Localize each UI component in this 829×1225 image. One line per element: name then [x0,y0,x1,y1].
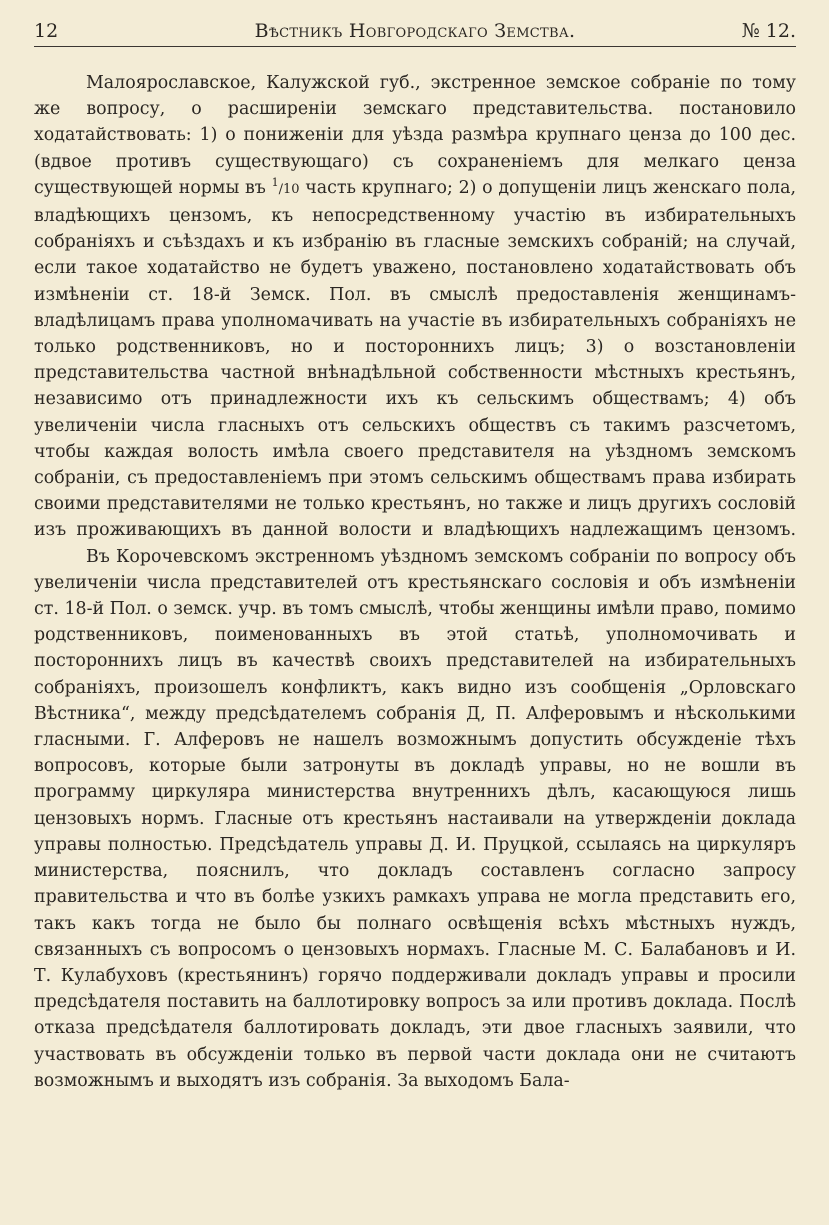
paragraph-maloyaroslavets [34,70,796,544]
header-rule [34,46,796,47]
fraction-numerator: 1 [271,176,279,190]
paragraph-text-continued: часть крупнаго; 2) о допущеніи лицъ женскаго пола, владѣющихъ цензомъ, къ непосредственному участію въ избирательныхъ собраніяхъ и съѣздахъ и къ избранію въ гласные земскихъ собраній; на случай, если такое ходатайство не будетъ уважено, постановлено ходатайствовать объ измѣненіи ст. 18-й Земск. Пол. въ смыслѣ предоставленія женщинамъ-владѣлицамъ права уполномачивать на участіе въ избирательныхъ собраніяхъ не только родственниковъ, но и постороннихъ лицъ; 3) о возстановленіи представительства частной внѣнадѣльной собственности мѣстныхъ крестьянъ, независимо отъ принадлежности ихъ къ сельскимъ обществамъ; 4) объ увеличеніи числа гласныхъ отъ сельскихъ обществъ съ такимъ разсчетомъ, чтобы каждая волость имѣла своего представителя на уѣздномъ земскомъ собраніи, съ предоставленіемъ при этомъ сельскимъ обществамъ права избирать своими представителями не только крестьянъ, но также и лицъ другихъ сословій изъ проживающихъ въ данной волости и владѣющихъ надлежащимъ цензомъ. [34,177,796,541]
fraction-denominator: /10 [278,181,300,197]
page-number: 12 [34,20,59,42]
paragraph-korocha: Въ Корочевскомъ экстренномъ уѣздномъ земскомъ собраніи по вопросу объ увеличеніи числа представителей отъ крестьянскаго сословія и объ измѣненіи ст. 18-й Пол. о земск. учр. въ томъ смыслѣ, чтобы женщины имѣли право, помимо родственниковъ, поименованныхъ въ этой статьѣ, уполномочивать и постороннихъ лицъ въ качествѣ своихъ представителей на избирательныхъ собраніяхъ, произошелъ конфликтъ, какъ видно изъ сообщенія „Орловскаго Вѣстника“, между предсѣдателемъ собранія Д, П. Алферовымъ и нѣсколькими гласными. Г. Алферовъ не нашелъ возможнымъ допустить обсужденіе тѣхъ вопросовъ, которые были затронуты въ докладѣ управы, но не вошли въ программу циркуляра министерства внутреннихъ дѣлъ, касающуюся лишь цензовыхъ нормъ. Гласные отъ крестьянъ настаивали на утвержденіи доклада управы полностью. Предсѣдатель управы Д. И. Пруцкой, ссылаясь на циркуляръ министерства, пояснилъ, что докладъ составленъ согласно запросу правительства и что въ болѣе узкихъ рамкахъ управа не могла представить его, такъ какъ тогда не было бы полнаго освѣщенія всѣхъ мѣстныхъ нуждъ, связанныхъ съ вопросомъ о цензовыхъ нормахъ. Гласные М. С. Балабановъ и И. Т. Кулабуховъ (крестьянинъ) горячо поддерживали докладъ управы и просили предсѣдателя поставить на баллотировку вопросъ за или противъ доклада. Послѣ отказа предсѣдателя баллотировать докладъ, эти двое гласныхъ заявили, что участвовать въ обсужденіи только въ первой части доклада они не считаютъ возможнымъ и выходятъ изъ собранія. За выходомъ Бала- [34,546,796,1091]
issue-number: № 12. [741,20,796,42]
paragraph-text: Малоярославское, Калужской губ., экстренное земское собраніе по тому же вопросу, о расширеніи земскаго представительства. постановило ходатайствовать: 1) о пониженіи для уѣзда размѣра крупнаго ценза до 100 дес. (вдвое противъ существующаго) съ сохраненіемъ для мелкаго ценза существующей нормы въ [34,73,796,198]
journal-title: Вѣстникъ Новгородскаго Земства. [254,20,576,42]
article-body [34,70,796,1094]
running-header [34,18,796,48]
